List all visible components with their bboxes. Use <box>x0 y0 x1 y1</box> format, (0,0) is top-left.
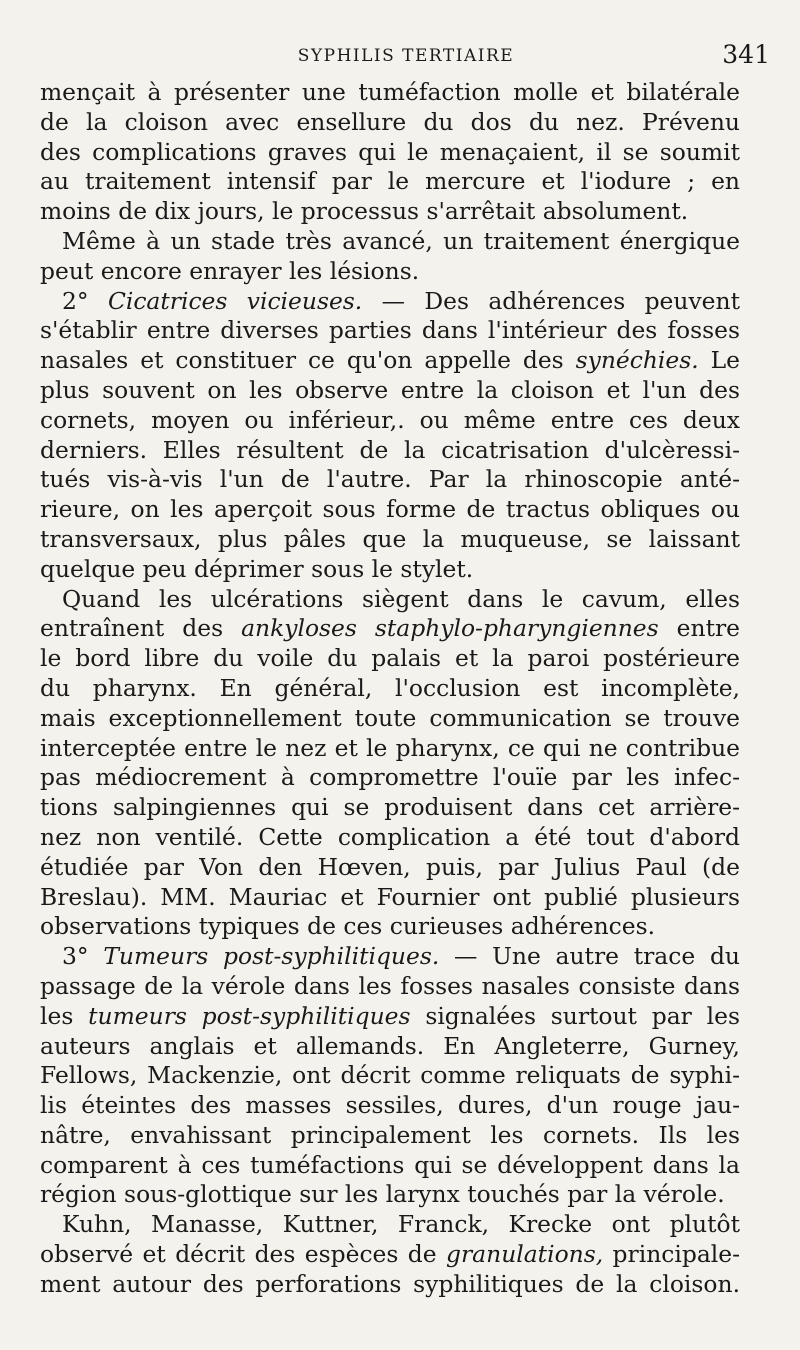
text-line: des complications graves qui le menaçaient, il se soumit <box>40 137 740 166</box>
text-line: pas médiocrement à compromettre l'ouïe par les infec- <box>40 763 740 792</box>
text-line: observations typiques de ces curieuses adhérences. <box>40 912 656 941</box>
text-line: Même à un stade très avancé, un traitement énergique <box>62 226 740 255</box>
text-run: signalées surtout par les <box>410 1001 740 1030</box>
body-text <box>40 78 740 1300</box>
text-line <box>40 942 740 972</box>
text-line: étudiée par Von den Hœven, puis, par Julius Paul (de <box>40 852 740 881</box>
text-line: tués vis-à-vis l'un de l'autre. Par la rhinoscopie anté- <box>40 465 740 494</box>
text-line: auteurs anglais et allemands. En Angleterre, Gurney, <box>40 1031 740 1060</box>
text-line: transversaux, plus pâles que la muqueuse, se laissant <box>40 524 740 553</box>
text-line: Breslau). MM. Mauriac et Fournier ont publié plusieurs <box>40 882 740 911</box>
text-line <box>40 287 740 317</box>
text-line: de la cloison avec ensellure du dos du nez. Prévenu <box>40 107 740 136</box>
italic-term: tumeurs post-syphilitiques <box>88 1001 411 1030</box>
text-line <box>40 346 740 376</box>
text-line: moins de dix jours, le processus s'arrêtait absolument. <box>40 197 689 226</box>
text-line: nez non ventilé. Cette complication a été tout d'abord <box>40 822 740 851</box>
text-run: Le <box>698 346 740 375</box>
text-run: nasales et constituer ce qu'on appelle des <box>40 346 576 375</box>
text-run: 3° <box>62 942 104 971</box>
text-line: rieure, on les aperçoit sous forme de tractus obliques ou <box>40 495 740 524</box>
text-line: cornets, moyen ou inférieur,. ou même entre ces deux <box>40 405 740 434</box>
text-line <box>40 1240 740 1270</box>
page-header <box>40 40 772 72</box>
text-line: tions salpingiennes qui se produisent dans cet arrière- <box>40 793 740 822</box>
text-line: plus souvent on les observe entre la cloison et l'un des <box>40 375 740 404</box>
text-line: mais exceptionnellement toute communication se trouve <box>40 703 740 732</box>
text-run: entraînent des <box>40 614 242 643</box>
text-line: s'établir entre diverses parties dans l'intérieur des fosses <box>40 316 740 345</box>
text-line: comparent à ces tuméfactions qui se développent dans la <box>40 1150 740 1179</box>
text-line: le bord libre du voile du palais et la paroi postérieure <box>40 644 740 673</box>
text-line: mençait à présenter une tuméfaction molle et bilatérale <box>40 78 740 106</box>
italic-term: Tumeurs post-syphilitiques. <box>103 942 440 971</box>
text-line <box>40 614 740 644</box>
text-line: passage de la vérole dans les fosses nasales consiste dans <box>40 971 740 1000</box>
italic-term: ankyloses staphylo-pharyngiennes <box>241 614 659 643</box>
italic-term: Cicatrices vicieuses. <box>107 286 363 315</box>
italic-term: synéchies. <box>575 346 699 375</box>
text-line: lis éteintes des masses sessiles, dures, d'un rouge jau- <box>40 1091 740 1120</box>
text-run: — Une autre trace du <box>439 942 740 971</box>
text-run: entre <box>658 614 740 643</box>
text-line: interceptée entre le nez et le pharynx, ce qui ne contribue <box>40 733 740 762</box>
text-line: au traitement intensif par le mercure et l'iodure ; en <box>40 167 740 196</box>
text-line: quelque peu déprimer sous le stylet. <box>40 554 474 583</box>
text-line: Quand les ulcérations siègent dans le cavum, elles <box>62 584 740 613</box>
text-run: observé et décrit des espèces de <box>40 1240 447 1269</box>
text-line <box>40 1002 740 1032</box>
text-line: région sous-glottique sur les larynx touchés par la vérole. <box>40 1180 725 1209</box>
text-line: peut encore enrayer les lésions. <box>40 256 420 285</box>
text-line: Fellows, Mackenzie, ont décrit comme reliquats de syphi- <box>40 1061 740 1090</box>
running-title: SYPHILIS TERTIAIRE <box>297 46 515 66</box>
text-line: nâtre, envahissant principalement les cornets. Ils les <box>40 1120 740 1149</box>
text-run: 2° <box>62 286 108 315</box>
text-run: principale- <box>603 1240 740 1269</box>
text-line: du pharynx. En général, l'occlusion est incomplète, <box>40 673 740 702</box>
page-number: 341 <box>722 40 770 69</box>
text-line: derniers. Elles résultent de la cicatrisation d'ulcèressi- <box>40 435 740 464</box>
text-line: ment autour des perforations syphilitiques de la cloison. <box>40 1269 740 1298</box>
text-run: — Des adhérences peuvent <box>362 286 740 315</box>
italic-term: granulations, <box>446 1240 604 1269</box>
text-line: Kuhn, Manasse, Kuttner, Franck, Krecke ont plutôt <box>62 1210 740 1239</box>
text-run: les <box>40 1001 89 1030</box>
